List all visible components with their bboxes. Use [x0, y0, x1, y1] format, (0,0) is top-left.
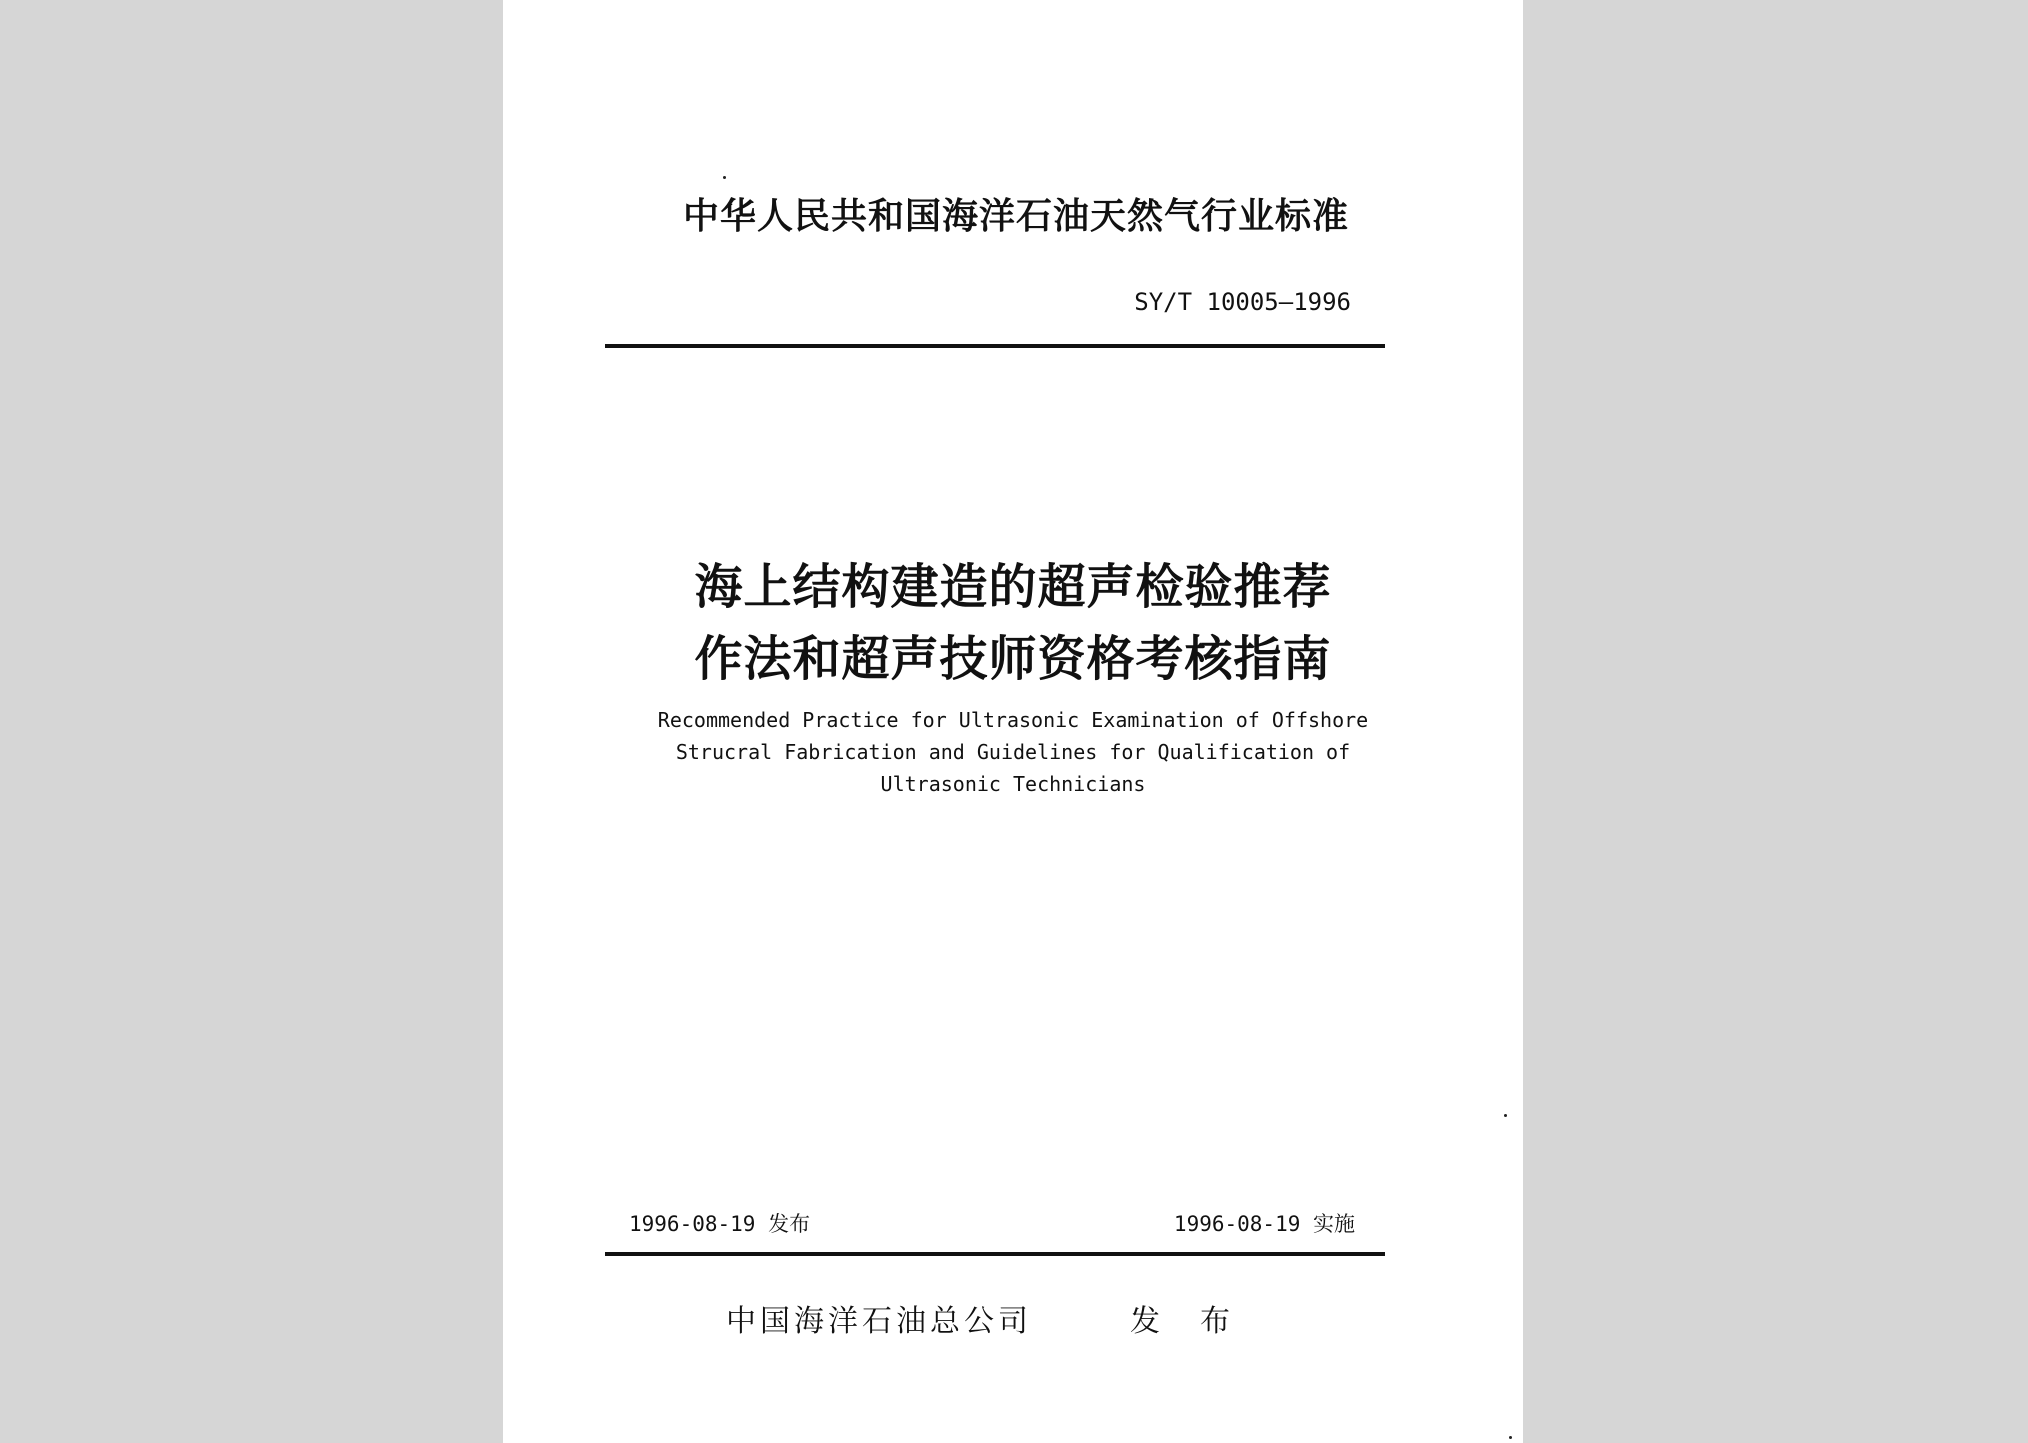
title-cn-line1: 海上结构建造的超声检验推荐 [694, 559, 1332, 615]
document-page [503, 0, 1523, 1443]
publish-action: 发布 [1130, 1304, 1270, 1339]
scan-speck [723, 176, 726, 179]
effective-date: 1996-08-19 实施 [1173, 1212, 1355, 1236]
title-en-line3: Ultrasonic Technicians [880, 772, 1146, 796]
publisher-name: 中国海洋石油总公司 [726, 1304, 1032, 1339]
standard-category: 中华人民共和国海洋石油天然气行业标准 [682, 196, 1349, 237]
title-en-line1: Recommended Practice for Ultrasonic Examination of Offshore [657, 708, 1369, 732]
top-rule [605, 344, 1385, 348]
title-cn-line2: 作法和超声技师资格考核指南 [694, 631, 1332, 687]
standard-code: SY/T 10005—1996 [1134, 288, 1351, 316]
title-en-line2: Strucral Fabrication and Guidelines for Qualification of [675, 740, 1351, 764]
scan-speck [1509, 1436, 1512, 1439]
bottom-rule [605, 1252, 1385, 1256]
scan-speck [1504, 1114, 1507, 1117]
issue-date: 1996-08-19 发布 [629, 1212, 811, 1236]
